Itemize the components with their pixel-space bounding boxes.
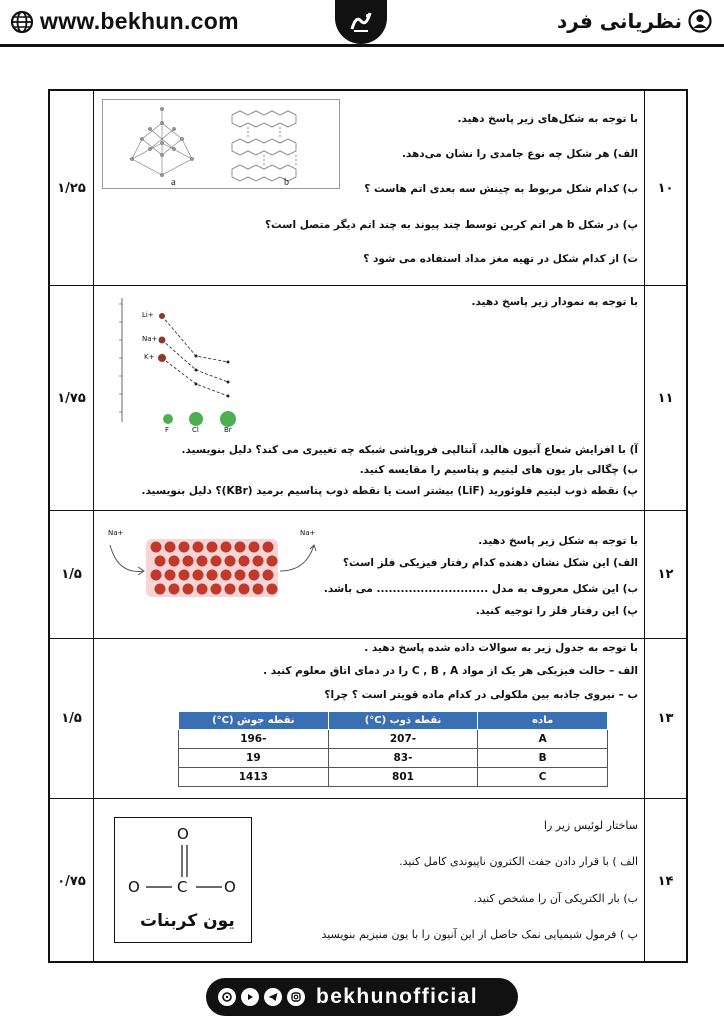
question-line: پ ) فرمول شیمیایی نمک حاصل از این آنیون را با یون منیزیم بنویسید <box>321 928 638 941</box>
column-header: نقطه ذوب (C°) <box>328 712 478 730</box>
anion-label: F <box>165 426 170 434</box>
table-cell: B <box>478 749 608 768</box>
cation-label: K+ <box>144 353 155 361</box>
question-line: ساختار لوئیس زیر را <box>543 819 638 832</box>
question-body <box>94 91 644 285</box>
question-line: پ) در شکل b هر اتم کربن توسط چند پیوند به چند اتم دیگر متصل است؟ <box>264 219 638 231</box>
metal-cation-sphere <box>239 584 250 595</box>
globe-icon <box>10 10 34 34</box>
metal-cation-sphere <box>211 556 222 567</box>
metal-cation-sphere <box>193 570 204 581</box>
table-cell: 19 <box>179 749 329 768</box>
telegram-icon[interactable] <box>264 988 282 1006</box>
metal-cation-sphere <box>179 542 190 553</box>
question-number: ۱۳ <box>644 639 686 798</box>
question-body <box>94 511 644 638</box>
question-number: ۱۰ <box>644 91 686 285</box>
metal-cation-sphere <box>263 542 274 553</box>
exam-table <box>48 89 688 963</box>
question-line: پ) نقطه ذوب لیتیم فلوئورید (LiF) بیشتر است یا نقطه ذوب پتاسیم برمید (KBr)؟ دلیل بنویسید. <box>141 485 638 497</box>
brand-logo <box>335 0 387 44</box>
metal-cation-sphere <box>249 542 260 553</box>
metal-cation-sphere <box>235 570 246 581</box>
question-number: ۱۲ <box>644 511 686 638</box>
column-header: ماده <box>478 712 608 730</box>
question-line: پ) این رفتار فلز را توجیه کنید. <box>475 605 638 617</box>
metal-cation-sphere <box>183 556 194 567</box>
metal-cation-sphere <box>197 584 208 595</box>
user-icon <box>688 9 712 33</box>
question-line: ب) این شکل معروف به مدل ............................ می باشد. <box>323 583 638 595</box>
question-line: الف) این شکل نشان دهنده کدام رفتار فیزیکی فلز است؟ <box>342 557 638 569</box>
anion-label: Cl <box>192 426 199 434</box>
metal-electron-sea-figure <box>102 531 322 603</box>
metal-cation-sphere <box>263 570 274 581</box>
figure-label-b: b <box>284 177 289 188</box>
table-cell: -83 <box>328 749 478 768</box>
question-number: ۱۱ <box>644 286 686 510</box>
column-header: نقطه جوش (C°) <box>179 712 329 730</box>
metal-cation-sphere <box>221 542 232 553</box>
logo-icon <box>346 7 376 37</box>
question-row-12 <box>50 511 686 639</box>
metal-cation-sphere <box>183 584 194 595</box>
question-line: آ) با افزایش شعاع آنیون هالید، آنتالپی فروپاشی شبکه چه تغییری می کند؟ دلیل بنویسید. <box>181 444 638 456</box>
author-name: نظریانی فرد <box>557 9 682 33</box>
cation-label: Li+ <box>142 311 154 319</box>
table-cell: A <box>478 730 608 749</box>
metal-cation-sphere <box>267 556 278 567</box>
table-row <box>179 768 608 787</box>
question-line: الف – حالت فیزیکی هر یک از مواد C , B , A را در دمای اتاق معلوم کنید . <box>263 665 638 677</box>
table-cell: -207 <box>328 730 478 749</box>
question-score: ۰/۷۵ <box>50 799 94 963</box>
youtube-icon[interactable] <box>241 988 259 1006</box>
header-divider <box>0 44 724 47</box>
table-cell: 1413 <box>179 768 329 787</box>
atom-label: O <box>128 878 140 896</box>
metal-cation-sphere <box>151 542 162 553</box>
melting-boiling-table <box>178 711 608 787</box>
table-row <box>179 730 608 749</box>
author-label <box>557 9 712 33</box>
ion-label: Na+ <box>108 529 124 537</box>
question-line: با توجه به نمودار زیر پاسخ دهید. <box>471 296 638 308</box>
metal-cation-sphere <box>179 570 190 581</box>
social-footer <box>206 978 518 1016</box>
metal-cation-sphere <box>225 584 236 595</box>
lattice-enthalpy-chart <box>104 294 284 444</box>
metal-cation-sphere <box>155 556 166 567</box>
metal-cation-sphere <box>165 542 176 553</box>
metal-cation-sphere <box>169 556 180 567</box>
metal-cation-sphere <box>235 542 246 553</box>
metal-cation-sphere <box>151 570 162 581</box>
table-row <box>179 749 608 768</box>
metal-cation-sphere <box>197 556 208 567</box>
atom-label: O <box>224 878 236 896</box>
figure-caption: یون کربنات <box>140 911 235 931</box>
page-header <box>0 0 724 50</box>
social-handle[interactable]: bekhunofficial <box>316 985 478 1008</box>
question-body <box>94 639 644 798</box>
metal-cation-sphere <box>221 570 232 581</box>
question-line: با توجه به شکل‌های زیر پاسخ دهید. <box>457 113 638 125</box>
question-score: ۱/۲۵ <box>50 91 94 285</box>
question-row-13 <box>50 639 686 799</box>
metal-cation-sphere <box>267 584 278 595</box>
crystal-structure-figure <box>102 99 340 189</box>
table-cell: -196 <box>179 730 329 749</box>
metal-cation-sphere <box>193 542 204 553</box>
question-row-14 <box>50 799 686 963</box>
metal-cation-sphere <box>239 556 250 567</box>
metal-cation-sphere <box>165 570 176 581</box>
question-score: ۱/۷۵ <box>50 286 94 510</box>
anion-label: Br <box>224 426 232 434</box>
metal-cation-sphere <box>249 570 260 581</box>
question-score: ۱/۵ <box>50 511 94 638</box>
question-line: ب) کدام شکل مربوط به چینش سه بعدی اتم هاست ؟ <box>364 183 638 195</box>
figure-label-a: a <box>171 177 176 188</box>
question-body <box>94 799 644 963</box>
question-line: الف) هر شکل چه نوع جامدی را نشان می‌دهد. <box>401 148 638 160</box>
question-row-11 <box>50 286 686 511</box>
table-cell: C <box>478 768 608 787</box>
question-line: ب) بار الکتریکی آن را مشخص کنید. <box>473 892 638 905</box>
question-line: ب) چگالی بار یون های لیتیم و پتاسیم را مقایسه کنید. <box>359 464 638 476</box>
table-cell: 801 <box>328 768 478 787</box>
atom-label: C <box>177 878 188 896</box>
metal-cation-sphere <box>207 542 218 553</box>
question-line: با توجه به شکل زیر پاسخ دهید. <box>478 535 638 547</box>
question-row-10 <box>50 91 686 286</box>
metal-cation-sphere <box>225 556 236 567</box>
metal-cation-sphere <box>253 584 264 595</box>
question-body <box>94 286 644 510</box>
metal-cation-sphere <box>155 584 166 595</box>
question-line: الف ) با قرار دادن جفت الکترون ناپیوندی کامل کنید. <box>399 855 638 868</box>
metal-cation-sphere <box>169 584 180 595</box>
instagram-icon[interactable] <box>287 988 305 1006</box>
cation-label: Na+ <box>142 335 158 343</box>
ion-label: Na+ <box>300 529 316 537</box>
question-number: ۱۴ <box>644 799 686 963</box>
site-url: www.bekhun.com <box>40 8 239 34</box>
metal-cation-sphere <box>253 556 264 567</box>
question-score: ۱/۵ <box>50 639 94 798</box>
question-line: ت) از کدام شکل در تهیه مغز مداد استفاده می شود ؟ <box>363 253 638 265</box>
aparat-icon[interactable] <box>218 988 236 1006</box>
site-link[interactable] <box>10 8 239 35</box>
metal-cation-sphere <box>207 570 218 581</box>
question-line: با توجه به جدول زیر به سوالات داده شده پاسخ دهید . <box>364 642 638 654</box>
metal-cation-sphere <box>211 584 222 595</box>
atom-label: O <box>177 825 189 843</box>
question-line: ب – نیروی جاذبه بین ملکولی در کدام ماده قویتر است ؟ چرا؟ <box>324 689 638 701</box>
